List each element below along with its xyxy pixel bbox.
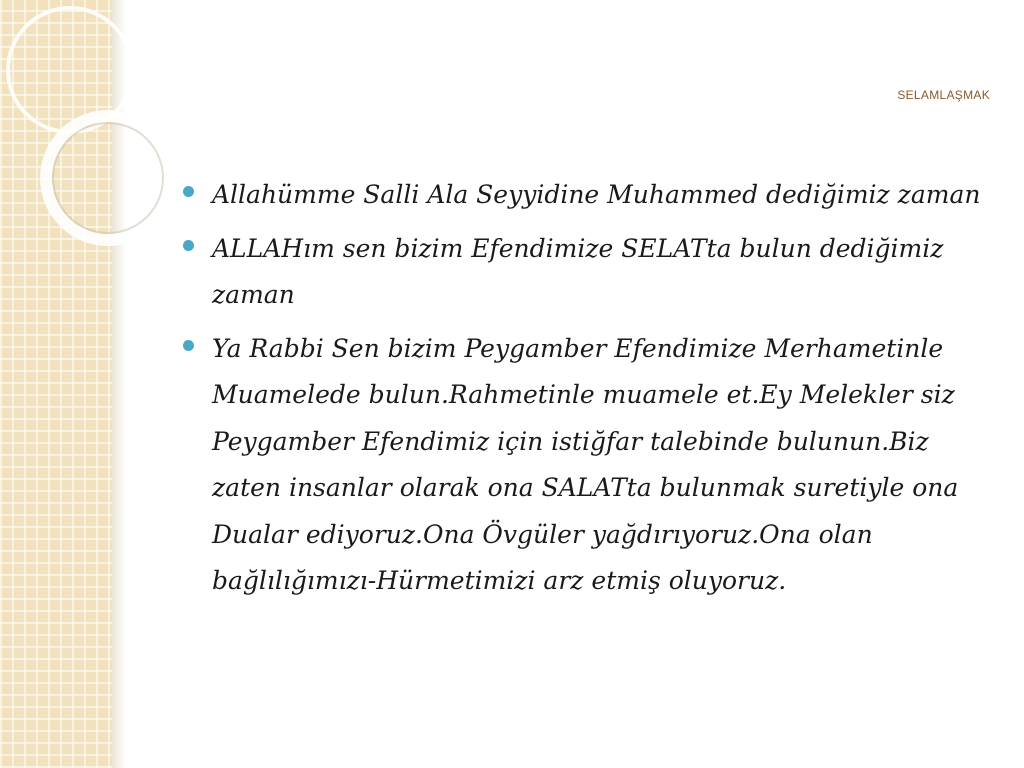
bullet-item <box>183 172 998 219</box>
decorative-ring-inner <box>53 123 163 233</box>
decorative-rings-icon <box>0 0 140 240</box>
bullet-text: Ya Rabbi Sen bizim Peygamber Efendimize Merhametinle Muamelede bulun.Rahmetinle muamele et.Ey Melekler siz Peygamber Efendimiz için istiğfar talebinde bulunun.Biz zaten insanlar olarak ona SALATta bulunmak suretiyle ona Dualar ediyoruz.Ona Övgüler yağdırıyoruz.Ona olan bağlılığımızı-Hürmetimizi arz etmiş oluyoruz. <box>212 333 959 595</box>
bullet-list <box>183 172 998 612</box>
bullet-text: ALLAHım sen bizim Efendimize SELATta bulun dediğimiz zaman <box>212 233 944 309</box>
slide-title: SELAMLAŞMAK <box>897 88 990 102</box>
bullet-text: Allahümme Salli Ala Seyyidine Muhammed dediğimiz zaman <box>212 180 981 209</box>
decorative-ring-thick <box>46 116 170 240</box>
bullet-dot-icon <box>183 186 194 197</box>
bullet-item <box>183 226 998 319</box>
bullet-dot-icon <box>183 340 194 351</box>
bullet-item <box>183 326 998 605</box>
bullet-dot-icon <box>183 240 194 251</box>
